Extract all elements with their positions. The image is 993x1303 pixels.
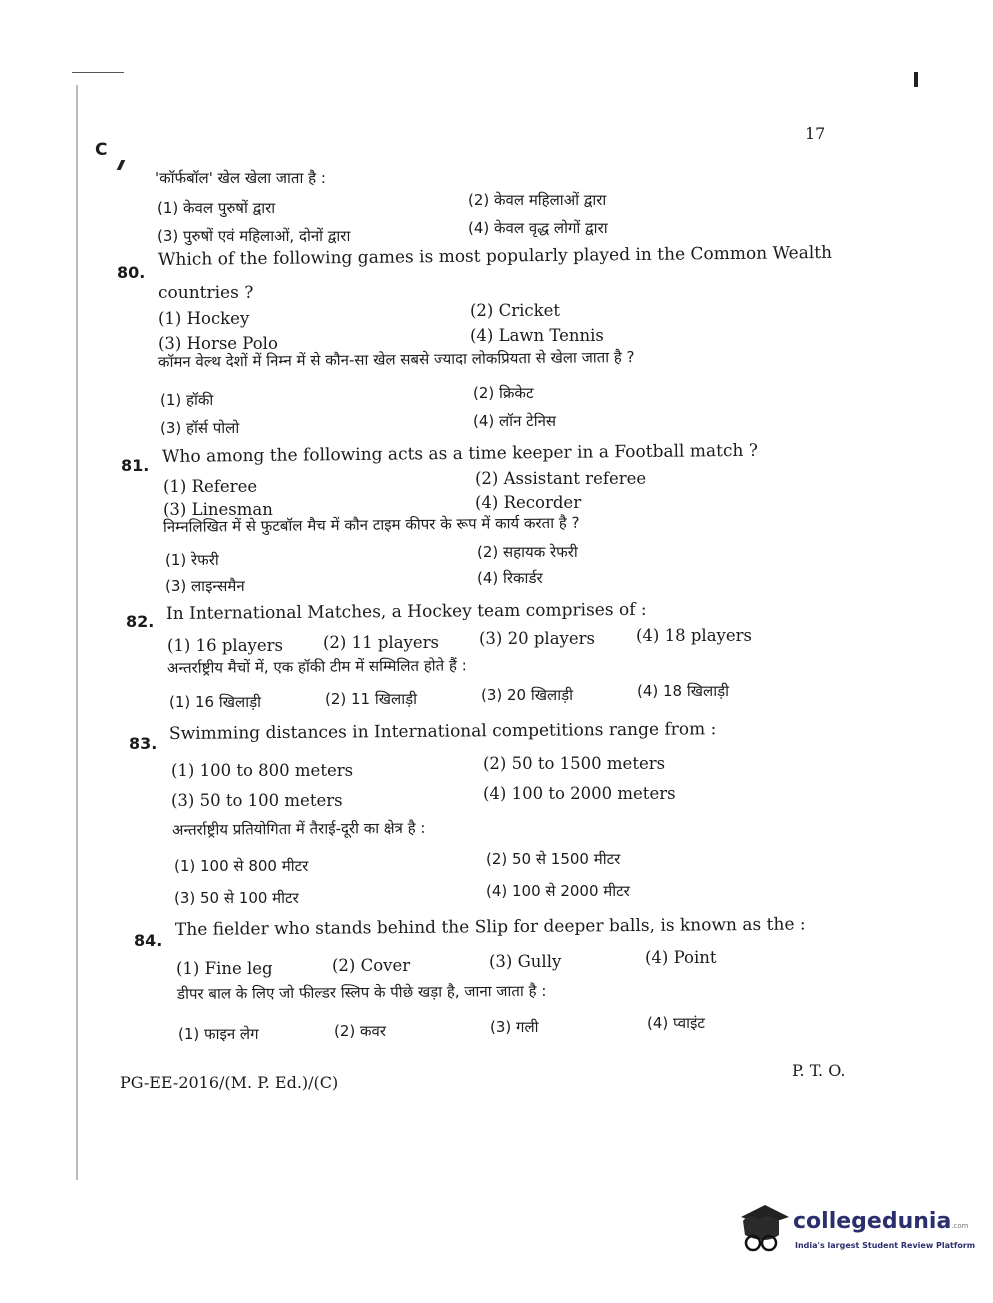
q83-option-4: (4) 100 to 2000 meters xyxy=(483,784,676,803)
q82-hindi-option-3: (3) 20 खिलाड़ी xyxy=(481,686,573,704)
q83-hindi-option-2: (2) 50 से 1500 मीटर xyxy=(486,850,621,868)
q81-number: 81. xyxy=(121,456,150,475)
q83-option-2: (2) 50 to 1500 meters xyxy=(483,754,666,773)
q84-option-4: (4) Point xyxy=(645,948,717,967)
top-rule xyxy=(72,72,124,73)
q81-hindi-option-2: (2) सहायक रेफरी xyxy=(477,543,578,561)
q81-option-1: (1) Referee xyxy=(163,477,258,496)
q83-hindi-option-1: (1) 100 से 800 मीटर xyxy=(174,857,309,875)
q82-option-2: (2) 11 players xyxy=(323,633,439,652)
stray-mark xyxy=(117,160,126,170)
q80-hindi-option-1: (1) हॉकी xyxy=(160,391,214,409)
q80-stem-line2: countries ? xyxy=(158,283,254,303)
q83-hindi-option-3: (3) 50 से 100 मीटर xyxy=(174,889,299,907)
q80-hindi-option-2: (2) क्रिकेट xyxy=(473,384,534,402)
pto-label: P. T. O. xyxy=(792,1061,846,1080)
q82-hindi-option-4: (4) 18 खिलाड़ी xyxy=(637,682,729,700)
q84-option-1: (1) Fine leg xyxy=(176,959,273,978)
q82-option-4: (4) 18 players xyxy=(636,626,752,645)
q84-hindi-option-1: (1) फाइन लेग xyxy=(178,1025,259,1043)
q84-option-2: (2) Cover xyxy=(332,956,411,975)
q82-option-1: (1) 16 players xyxy=(167,636,283,655)
q84-number: 84. xyxy=(134,931,163,950)
q81-hindi-stem: निम्नलिखित में से फुटबॉल मैच में कौन टाइम कीपर के रूप में कार्य करता है ? xyxy=(162,513,580,536)
q84-hindi-option-3: (3) गली xyxy=(490,1018,539,1036)
collegedunia-logo xyxy=(735,1195,976,1255)
q83-number: 83. xyxy=(129,734,158,753)
q83-option-3: (3) 50 to 100 meters xyxy=(171,791,343,810)
q80-option-1: (1) Hockey xyxy=(158,309,250,328)
q82-hindi-option-2: (2) 11 खिलाड़ी xyxy=(325,690,417,708)
q81-option-4: (4) Recorder xyxy=(475,493,582,512)
q80-hindi-option-4: (4) लॉन टेनिस xyxy=(473,412,557,430)
q81-option-2: (2) Assistant referee xyxy=(475,469,647,488)
q81-hindi-option-4: (4) रिकार्डर xyxy=(477,569,543,587)
logo-tagline: India's largest Student Review Platform xyxy=(795,1241,976,1250)
q79-option-3: (3) पुरुषों एवं महिलाओं, दोनों द्वारा xyxy=(157,227,351,245)
q80-option-4: (4) Lawn Tennis xyxy=(470,326,604,345)
q83-stem: Swimming distances in International competitions range from : xyxy=(168,719,717,744)
q81-stem: Who among the following acts as a time keeper in a Football match ? xyxy=(161,440,758,467)
q79-option-1: (1) केवल पुरुषों द्वारा xyxy=(157,199,276,217)
q82-number: 82. xyxy=(126,612,155,631)
q80-option-2: (2) Cricket xyxy=(470,301,561,320)
q80-hindi-option-3: (3) हॉर्स पोलो xyxy=(160,419,240,437)
logo-wordmark xyxy=(793,1209,968,1234)
q82-hindi-option-1: (1) 16 खिलाड़ी xyxy=(169,693,261,711)
q79-hindi-stem: 'कॉर्फबॉल' खेल खेला जाता है : xyxy=(155,169,326,187)
logo-name: collegedunia xyxy=(793,1209,952,1234)
q83-hindi-option-4: (4) 100 से 2000 मीटर xyxy=(486,882,630,900)
set-letter: C xyxy=(95,140,108,160)
logo-suffix: .com xyxy=(951,1222,969,1230)
left-margin-line xyxy=(76,85,78,1180)
paper-code: PG-EE-2016/(M. P. Ed.)/(C) xyxy=(120,1073,339,1092)
q83-hindi-stem: अन्तर्राष्ट्रीय प्रतियोगिता में तैराई-दूरी का क्षेत्र है : xyxy=(171,818,426,839)
q80-option-3: (3) Horse Polo xyxy=(158,334,278,353)
q84-option-3: (3) Gully xyxy=(489,952,562,971)
q82-hindi-stem: अन्तर्राष्ट्रीय मैचों में, एक हॉकी टीम में सम्मिलित होते हैं : xyxy=(166,656,467,677)
q84-stem: The fielder who stands behind the Slip for deeper balls, is known as the : xyxy=(174,914,806,940)
q80-number: 80. xyxy=(117,263,146,282)
q81-option-3: (3) Linesman xyxy=(163,500,273,519)
q82-stem: In International Matches, a Hockey team comprises of : xyxy=(165,599,647,624)
q82-option-3: (3) 20 players xyxy=(479,629,595,648)
q81-hindi-option-1: (1) रेफरी xyxy=(165,551,219,569)
mascot-icon xyxy=(735,1195,791,1255)
q83-option-1: (1) 100 to 800 meters xyxy=(171,761,354,780)
q84-hindi-stem: डीपर बाल के लिए जो फील्डर स्लिप के पीछे खड़ा है, जाना जाता है : xyxy=(176,981,547,1003)
q79-option-2: (2) केवल महिलाओं द्वारा xyxy=(468,191,607,209)
q80-stem-line1: Which of the following games is most popularly played in the Common Wealth xyxy=(157,242,833,270)
q80-hindi-stem: कॉमन वेल्थ देशों में निम्न में से कौन-सा खेल सबसे ज्यादा लोकप्रियता से खेला जाता है ? xyxy=(157,348,635,371)
page-number: 17 xyxy=(805,124,826,143)
q81-hindi-option-3: (3) लाइन्समैन xyxy=(165,577,245,595)
q84-hindi-option-2: (2) कवर xyxy=(334,1022,387,1040)
q84-hindi-option-4: (4) प्वाइंट xyxy=(647,1014,705,1032)
q79-option-4: (4) केवल वृद्ध लोगों द्वारा xyxy=(468,219,608,237)
corner-mark xyxy=(914,72,918,87)
